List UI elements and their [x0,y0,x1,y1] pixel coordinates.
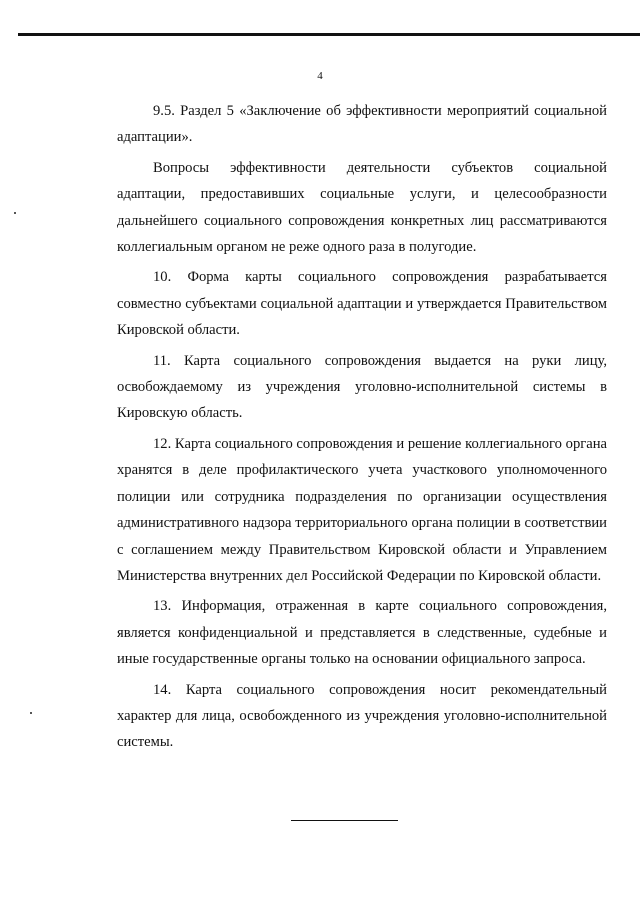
paragraph-9-5: 9.5. Раздел 5 «Заключение об эффективности мероприятий социальной адаптации». [117,103,607,146]
scan-speck [30,712,32,714]
paragraph-11: 11. Карта социального сопровождения выдается на руки лицу, освобождаемому из учреждения уголовно-исполнительной системы в Кировскую область. [117,352,607,422]
document-body [117,98,607,760]
scan-speck [14,212,16,214]
end-of-document-line [291,820,398,821]
page-number: 4 [317,70,323,82]
paragraph-13: 13. Информация, отраженная в карте социального сопровождения, является конфиденциальной и представляется в следственные, судебные и иные государственные органы только на основании официального запроса. [117,598,607,668]
paragraph-12: 12. Карта социального сопровождения и решение коллегиального органа хранятся в деле профилактического учета участкового уполномоченного полиции или сотрудника подразделения по организации осуществления административного надзора территориального органа полиции в соответствии с соглашением между Правительством Кировской области и Управлением Министерства внутренних дел Российской Федерации по Кировской области. [117,435,607,584]
paragraph-10: 10. Форма карты социального сопровождения разрабатывается совместно субъектами социальной адаптации и утверждается Правительством Кировской области. [117,269,607,339]
paragraph-effectiveness: Вопросы эффективности деятельности субъектов социальной адаптации, предоставивших социальные услуги, и целесообразности дальнейшего социального сопровождения конкретных лиц рассматриваются коллегиальным органом не реже одного раза в полугодие. [117,159,607,256]
top-border-line [18,33,640,36]
paragraph-14: 14. Карта социального сопровождения носит рекомендательный характер для лица, освобожденного из учреждения уголовно-исполнительной системы. [117,681,607,751]
